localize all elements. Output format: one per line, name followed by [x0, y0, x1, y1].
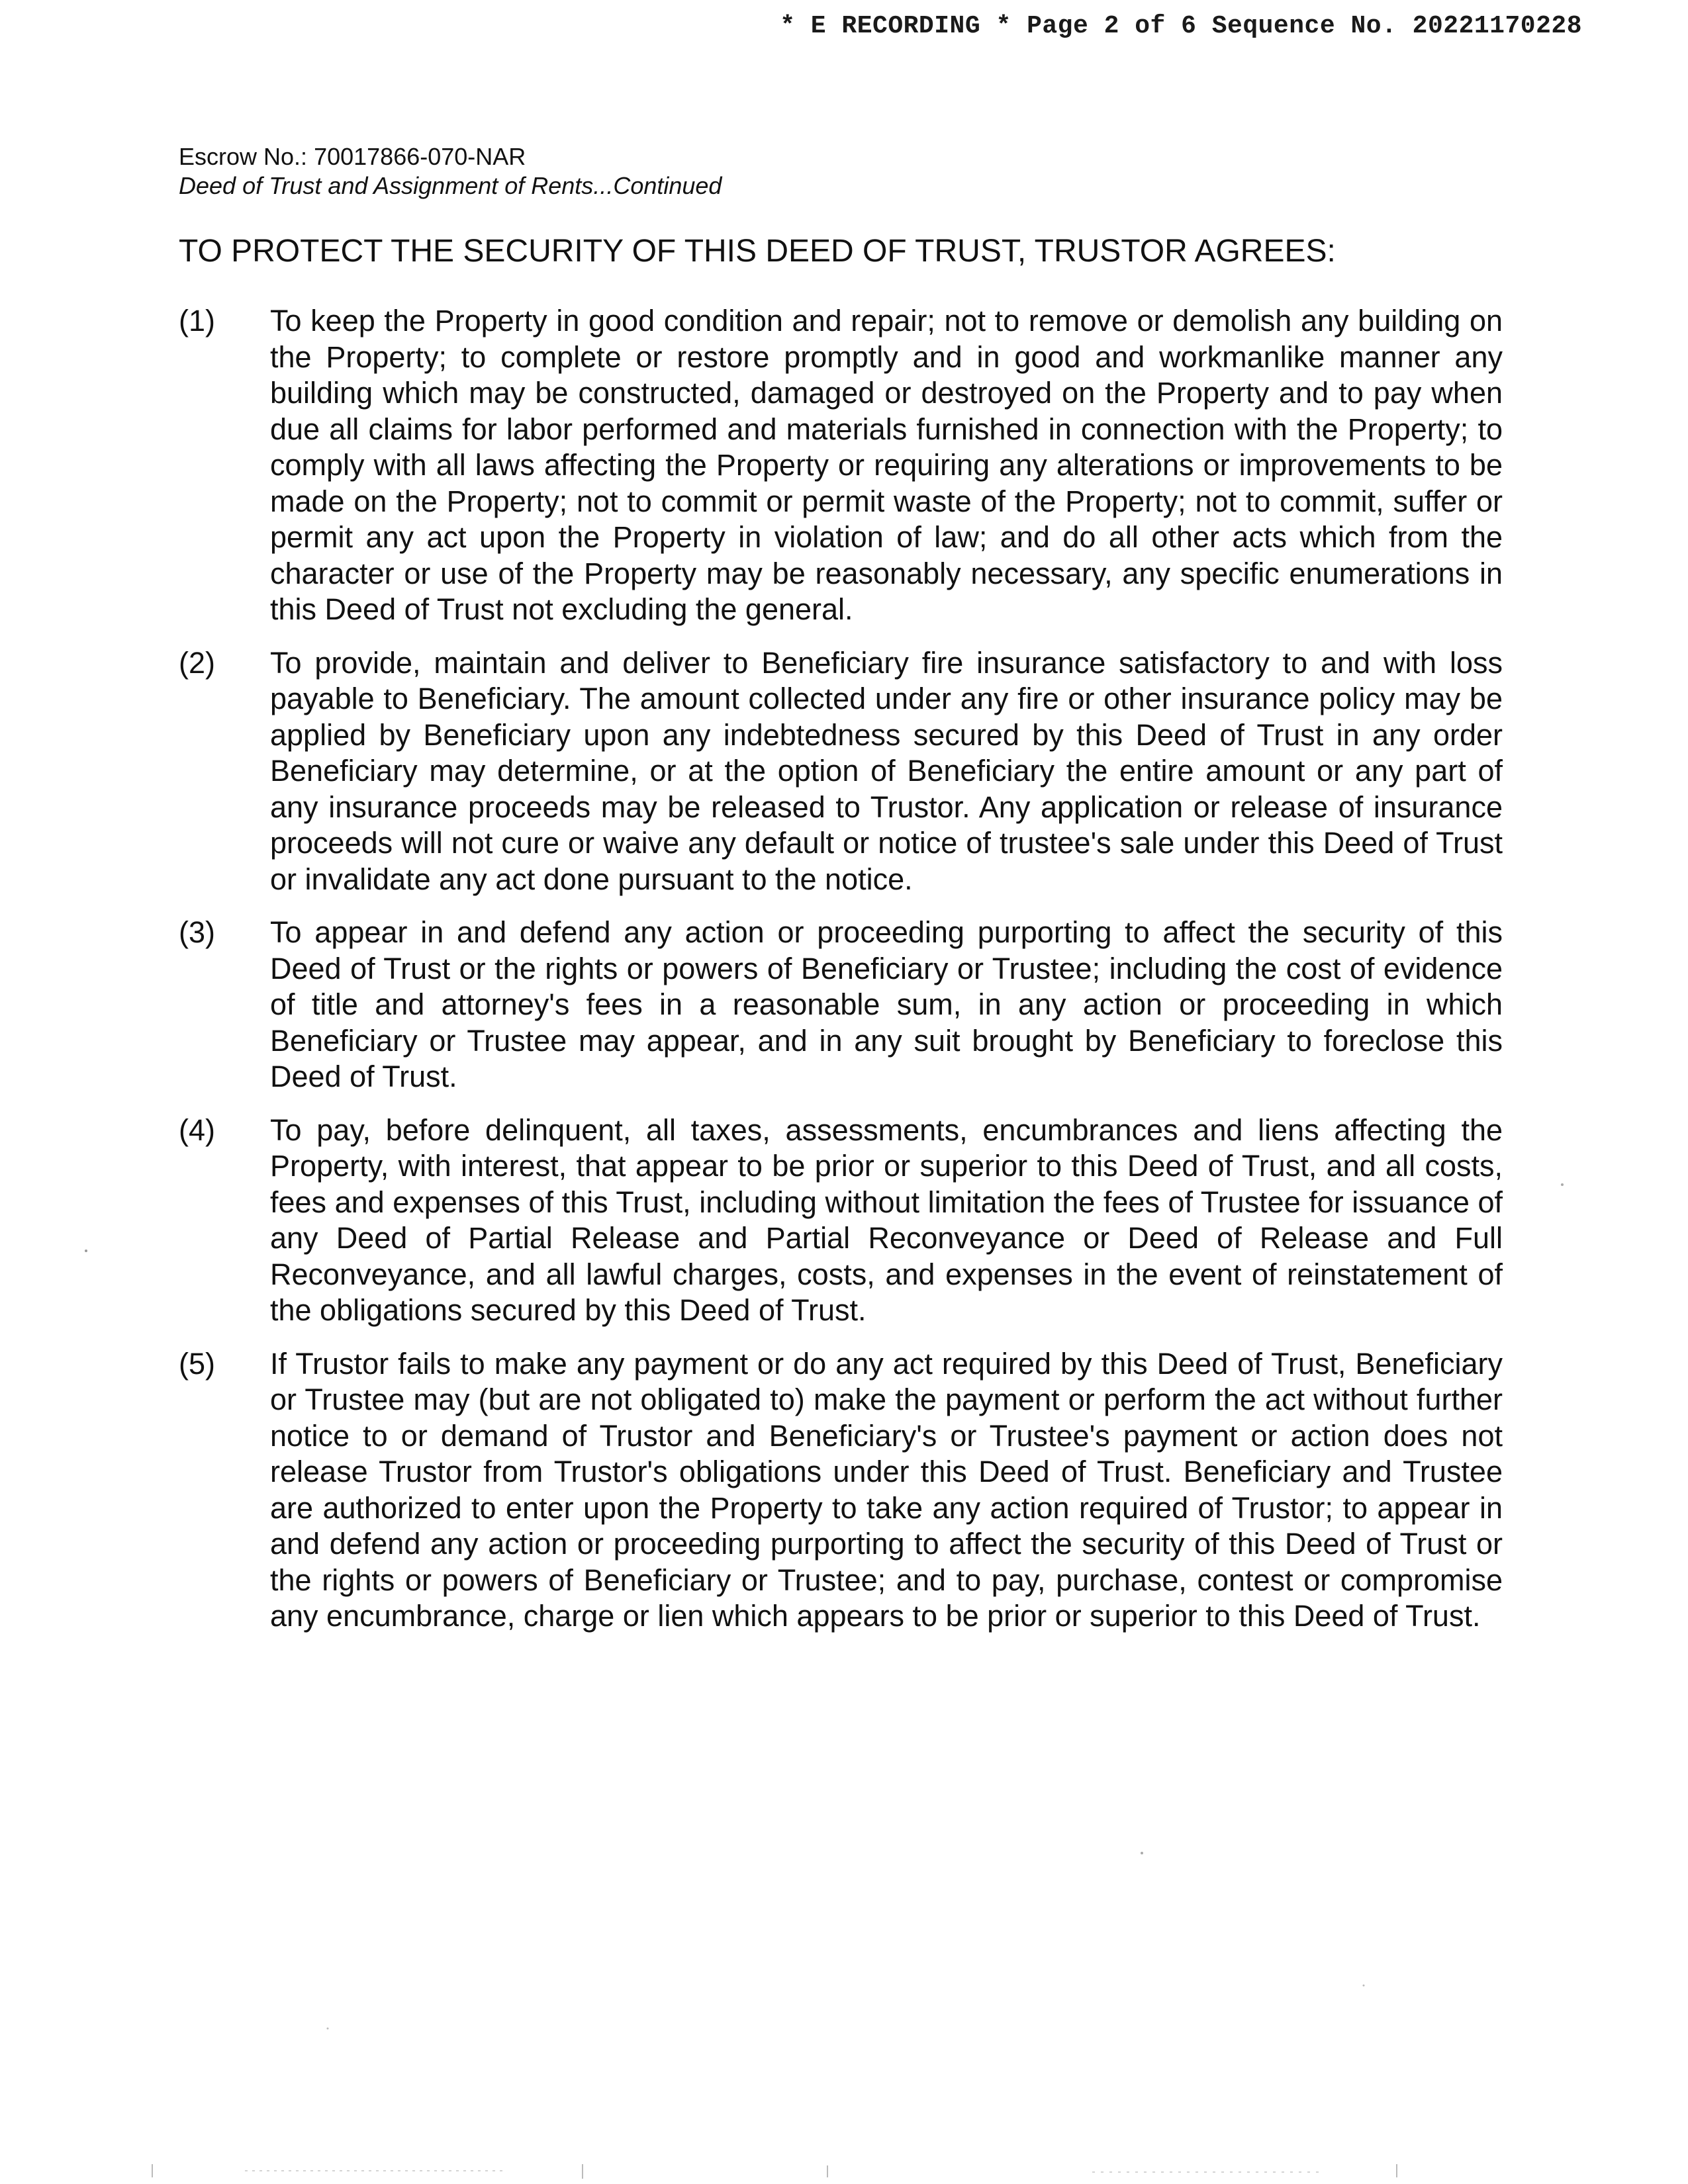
scan-speck [85, 1250, 87, 1252]
section-heading: TO PROTECT THE SECURITY OF THIS DEED OF TRUST, TRUSTOR AGREES: [179, 234, 1336, 269]
clause-text: To appear in and defend any action or proceeding purporting to affect the security of this Deed of Trust or the rights or powers of Beneficiary or Trustee; including the cost of evidence of title and attorney's fees in a reasonable sum, in any action or proceeding in which Beneficiary or Trustee may appear, and in any suit brought by Beneficiary to foreclose this Deed of Trust. [270, 915, 1503, 1093]
clause-text: To keep the Property in good condition and repair; not to remove or demolish any building on the Property; to complete or restore promptly and in good and workmanlike manner any building which may be constructed, damaged or destroyed on the Property and to pay when due all claims for labor performed and materials furnished in connection with the Property; to comply with all laws affecting the Property or requiring any alterations or improvements to be made on the Property; not to commit or permit waste of the Property; not to commit, suffer or permit any act upon the Property in violation of law; and do all other acts which from the character or use of the Property may be reasonably necessary, any specific enumerations in this Deed of Trust not excluding the general. [270, 304, 1503, 626]
clause-number: (3) [179, 915, 215, 949]
scan-speck [1561, 1183, 1564, 1186]
clause-number: (2) [179, 645, 215, 680]
document-subtitle: Deed of Trust and Assignment of Rents...Continued [179, 172, 722, 199]
clause-number: (4) [179, 1113, 215, 1147]
escrow-label: Escrow No.: [179, 143, 308, 170]
scan-speck [327, 2028, 329, 2030]
clause-number: (5) [179, 1346, 215, 1381]
clause-number: (1) [179, 304, 215, 338]
clause-text: If Trustor fails to make any payment or do any act required by this Deed of Trust, Beneficiary or Trustee may (but are not obligated to) make the payment or perform the act without further notice to or demand of Trustor and Beneficiary's or Trustee's payment or action does not release Trustor from Trustor's obligations under this Deed of Trust. Beneficiary and Trustee are authorized to enter upon the Property to take any action required of Trustor; to appear in and defend any action or proceeding purporting to affect the security of this Deed of Trust or the rights or powers of Beneficiary or Trustee; and to pay, purchase, contest or compromise any encumbrance, charge or lien which appears to be prior or superior to this Deed of Trust. [270, 1346, 1503, 1633]
clause-text: To provide, maintain and deliver to Beneficiary fire insurance satisfactory to and with loss payable to Beneficiary. The amount collected under any fire or other insurance policy may be applied by Beneficiary upon any indebtedness secured by this Deed of Trust in any order Beneficiary may determine, or at the option of Beneficiary the entire amount or any part of any insurance proceeds may be released to Trustor. Any application or release of insurance proceeds will not cure or waive any default or notice of trustee's sale under this Deed of Trust or invalidate any act done pursuant to the notice. [270, 645, 1503, 896]
scan-speck [1363, 1985, 1365, 1987]
clause-text: To pay, before delinquent, all taxes, assessments, encumbrances and liens affecting the Property, with interest, that appear to be prior or superior to this Deed of Trust, and all costs, fees and expenses of this Trust, including without limitation the fees of Trustee for issuance of any Deed of Partial Release and Partial Reconveyance or Deed of Release and Full Reconveyance, and all lawful charges, costs, and expenses in the event of reinstatement of the obligations secured by this Deed of Trust. [270, 1113, 1503, 1327]
scan-speck [1141, 1852, 1143, 1854]
escrow-number: 70017866-070-NAR [314, 143, 526, 170]
recording-header: * E RECORDING * Page 2 of 6 Sequence No. 20221170228 [780, 12, 1582, 40]
